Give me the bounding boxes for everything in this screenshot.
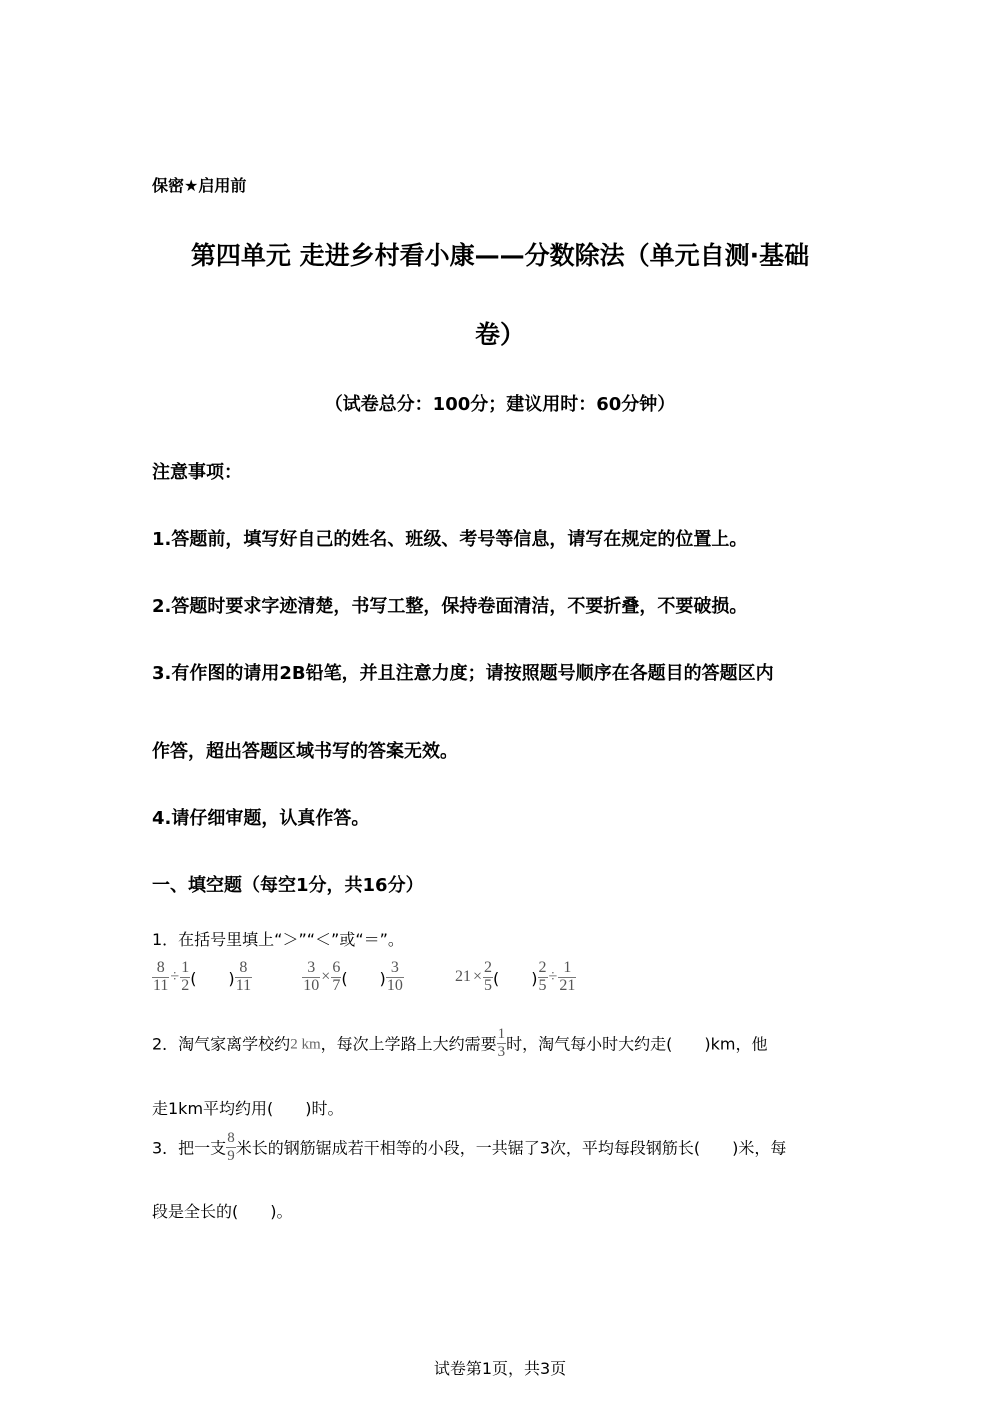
exam-title-line2: 卷） — [474, 320, 525, 349]
answer-blank[interactable]: ( ) — [190, 968, 235, 988]
fraction: $\frac{1}{2}$ — [181, 959, 190, 994]
note-item-3: 3.有作图的请用2B铅笔，并且注意力度；请按照题号顺序在各题目的答题区内 — [152, 663, 774, 684]
fraction: $\frac{1}{21}$ — [559, 959, 576, 994]
answer-blank[interactable]: ( ) — [341, 968, 386, 988]
note-item-2: 2.答题时要求字迹清楚，书写工整，保持卷面清洁，不要折叠，不要破损。 — [152, 596, 748, 617]
fraction: $\frac{8}{11}$ — [153, 959, 169, 994]
distance-value: 2 km — [290, 1036, 321, 1053]
fraction: $\frac{8}{11}$ — [235, 959, 252, 994]
fraction: $\frac{1}{3}$ — [497, 1026, 506, 1060]
section1-heading: 一、填空题（每空1分，共16分） — [152, 875, 424, 896]
expr-3: 21 × $\frac{2}{5}$ ( ) $\frac{2}{5}$ ÷ $\frac{1}{21}$ — [455, 959, 576, 994]
answer-blank[interactable]: ( ) — [493, 968, 538, 988]
expr-1: $\frac{8}{11}$ ÷ $\frac{1}{2}$ ( ) $\frac{8}{11}$ — [153, 959, 252, 994]
question-1-expressions — [152, 960, 576, 995]
question-3-line2: 段是全长的( )。 — [152, 1202, 293, 1221]
note-item-4: 4.请仔细审题，认真作答。 — [152, 808, 370, 829]
fraction: $\frac{3}{10}$ — [303, 959, 320, 994]
note-item-3-continued: 作答，超出答题区域书写的答案无效。 — [152, 741, 458, 762]
note-item-1: 1.答题前，填写好自己的姓名、班级、考号等信息，请写在规定的位置上。 — [152, 529, 748, 550]
fraction: $\frac{2}{5}$ — [484, 959, 493, 994]
secret-mark: 保密★启用前 — [152, 176, 247, 195]
notes-heading: 注意事项： — [152, 462, 242, 483]
fraction: $\frac{3}{10}$ — [386, 959, 403, 994]
exam-title-line1: 第四单元 走进乡村看小康——分数除法（单元自测·基础 — [190, 241, 810, 270]
question-2-line1: 2．淘气家离学校约2 km，每次上学路上大约需要 $\frac{1}{3}$ 时，淘气每小时大约走( )km，他 — [152, 1026, 768, 1060]
expr-2: $\frac{3}{10}$ × $\frac{6}{7}$ ( ) $\frac{3}{10}$ — [303, 959, 403, 994]
fraction: $\frac{2}{5}$ — [538, 959, 547, 994]
exam-subtitle: （试卷总分：100分；建议用时：60分钟） — [324, 394, 676, 415]
fraction: $\frac{6}{7}$ — [332, 959, 341, 994]
fraction: $\frac{8}{9}$ — [227, 1130, 235, 1164]
question-3-line1: 3．把一支 $\frac{8}{9}$ 米长的钢筋锯成若干相等的小段，一共锯了3次，平均每段钢筋长( )米，每 — [152, 1130, 787, 1164]
question-2-line2: 走1km平均约用( )时。 — [152, 1099, 344, 1118]
page-footer: 试卷第1页，共3页 — [433, 1359, 567, 1378]
question-1-text: 1．在括号里填上“＞”“＜”或“＝”。 — [152, 930, 404, 949]
